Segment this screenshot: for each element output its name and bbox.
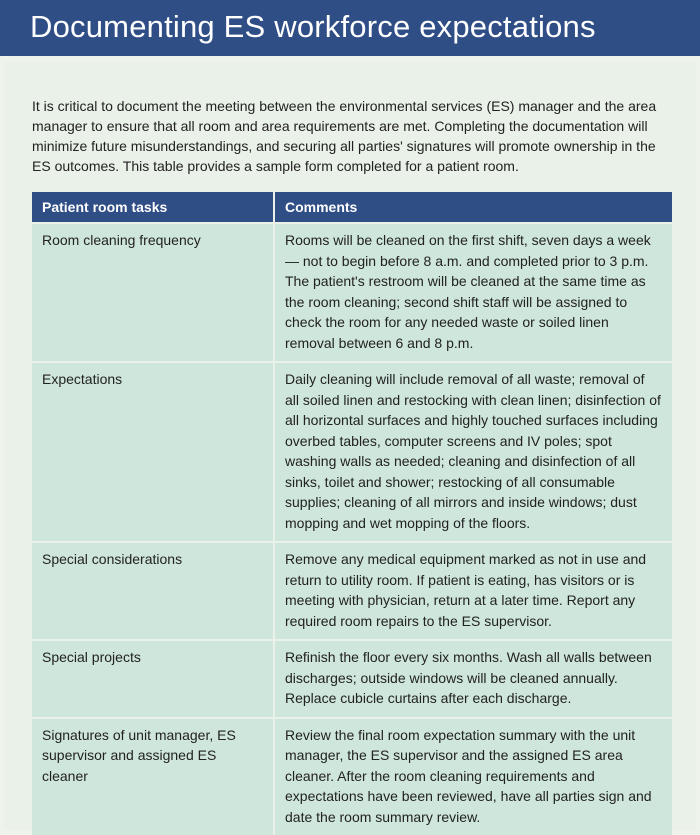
task-cell: Expectations bbox=[32, 362, 274, 542]
table-row bbox=[32, 362, 672, 542]
page-title: Documenting ES workforce expectations bbox=[30, 9, 596, 44]
table-row bbox=[32, 640, 672, 718]
table-row bbox=[32, 223, 672, 362]
task-cell: Signatures of unit manager, ES supervisor and assigned ES cleaner bbox=[32, 718, 274, 835]
tasks-table bbox=[32, 192, 672, 835]
task-cell: Room cleaning frequency bbox=[32, 223, 274, 362]
intro-paragraph: It is critical to document the meeting between the environmental services (ES) manager and the area manager to ensure that all room and area requirements are met. Completing the documentation will minimize future misunderstandings, and securing all parties' signatures will promote ownership in the ES outcomes. This table provides a sample form completed for a patient room. bbox=[32, 98, 657, 174]
table-row bbox=[32, 542, 672, 640]
comment-cell: Refinish the floor every six months. Wash all walls between discharges; outside windows will be cleaned annually. Replace cubicle curtains after each discharge. bbox=[274, 640, 672, 718]
task-cell: Special projects bbox=[32, 640, 274, 718]
column-header-comments: Comments bbox=[274, 192, 672, 223]
column-header-tasks: Patient room tasks bbox=[32, 192, 274, 223]
comment-cell: Review the final room expectation summary with the unit manager, the ES supervisor and the assigned ES area cleaner. After the room cleaning requirements and expectations have been reviewed, have all parties sign and date the room summary review. bbox=[274, 718, 672, 835]
table-header-row bbox=[32, 192, 672, 223]
table-row bbox=[32, 718, 672, 835]
task-cell: Special considerations bbox=[32, 542, 274, 640]
title-banner bbox=[0, 0, 700, 56]
comment-cell: Remove any medical equipment marked as not in use and return to utility room. If patient is eating, has visitors or is meeting with physician, return at a later time. Report any required room repairs to the ES supervisor. bbox=[274, 542, 672, 640]
comment-cell: Daily cleaning will include removal of all waste; removal of all soiled linen and restocking with clean linen; disinfection of all horizontal surfaces and highly touched surfaces including overbed tables, computer screens and IV poles; spot washing walls as needed; cleaning and disinfection of all sinks, toilet and shower; restocking of all consumable supplies; cleaning of all mirrors and inside windows; dust mopping and wet mopping of the floors. bbox=[274, 362, 672, 542]
comment-cell: Rooms will be cleaned on the first shift, seven days a week — not to begin before 8 a.m. and completed prior to 3 p.m. The patient's restroom will be cleaned at the same time as the room cleaning; second shift staff will be assigned to check the room for any needed waste or soiled linen removal between 6 and 8 p.m. bbox=[274, 223, 672, 362]
